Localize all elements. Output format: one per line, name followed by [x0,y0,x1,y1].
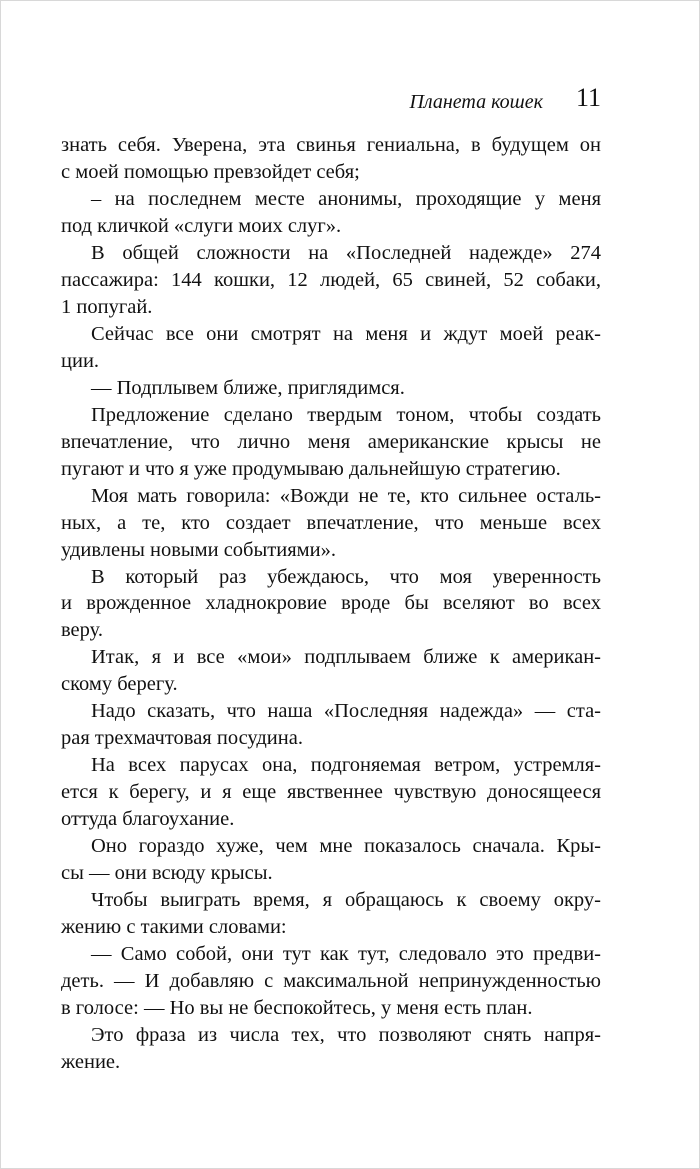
paragraph [61,375,601,402]
paragraph [61,941,601,1022]
text-line: Моя мать говорила: «Вожди не те, кто сильнее осталь- [91,484,601,507]
paragraph [61,833,601,887]
text-line: ется к берегу, и я еще явственнее чувствую доносящееся [61,781,601,804]
text-line: пугают и что я уже продумываю дальнейшую стратегию. [61,457,561,480]
text-line: Сейчас все они смотрят на меня и ждут моей реак- [91,322,601,345]
text-line: удивлены новыми событиями». [61,538,336,561]
text-line: в голосе: — Но вы не беспокойтесь, у меня есть план. [61,997,533,1019]
text-line: оттуда благоухание. [61,808,235,831]
paragraph [61,887,601,941]
text-line: Итак, я и все «мои» подплываем ближе к американ- [91,646,601,669]
paragraph [61,483,601,564]
paragraph [61,564,601,645]
paragraph [61,698,601,752]
text-line: Это фраза из числа тех, что позволяют снять напря- [91,1023,601,1046]
text-line: На всех парусах она, подгоняемая ветром, устремля- [91,754,601,777]
running-title: Планета кошек [409,91,543,113]
text-line: с моей помощью превзойдет себя; [61,160,360,183]
text-line: — Само собой, они тут как тут, следовало это предви- [91,943,601,966]
text-line: 1 попугай. [61,295,153,318]
running-head [1,83,601,117]
paragraph [61,1022,601,1076]
text-line: жению с такими словами: [61,916,287,939]
text-line: знать себя. Уверена, эта свинья гениальна, в будущем он [61,134,601,156]
text-line: и врожденное хладнокровие вроде бы вселяют во всех [61,592,601,615]
text-line: В общей сложности на «Последней надежде» 274 [91,241,601,264]
text-line: В который раз убеждаюсь, что моя уверенность [91,565,601,588]
text-line: веру. [61,619,103,642]
text-line: сы — они всюду крысы. [61,862,273,885]
text-line: Оно гораздо хуже, чем мне показалось сначала. Кры- [91,835,601,858]
text-line: рая трехмачтовая посудина. [61,727,303,750]
text-line: — Подплывем ближе, приглядимся. [91,376,405,399]
body-text [61,132,601,1076]
text-line: пассажира: 144 кошки, 12 людей, 65 свиней, 52 собаки, [61,268,601,291]
text-line: жение. [61,1050,121,1073]
paragraph [61,752,601,833]
paragraph [61,240,601,321]
paragraph [61,186,601,240]
paragraph [61,132,601,186]
text-line: – на последнем месте анонимы, проходящие у меня [91,187,601,210]
text-line: ных, а те, кто создает впечатление, что меньше всех [61,511,601,534]
text-line: ции. [61,349,100,372]
text-line: Предложение сделано твердым тоном, чтобы создать [91,403,601,426]
text-line: Надо сказать, что наша «Последняя надежда» — ста- [91,700,601,723]
text-line: деть. — И добавляю с максимальной непринужденностью [61,970,601,993]
paragraph [61,402,601,483]
page-number: 11 [575,83,601,112]
paragraph [61,321,601,375]
paragraph [61,644,601,698]
text-line: под кличкой «слуги моих слуг». [61,214,342,237]
text-line: скому берегу. [61,673,178,696]
text-line: Чтобы выиграть время, я обращаюсь к своему окру- [91,889,601,912]
text-line: впечатление, что лично меня американские крысы не [61,430,601,453]
